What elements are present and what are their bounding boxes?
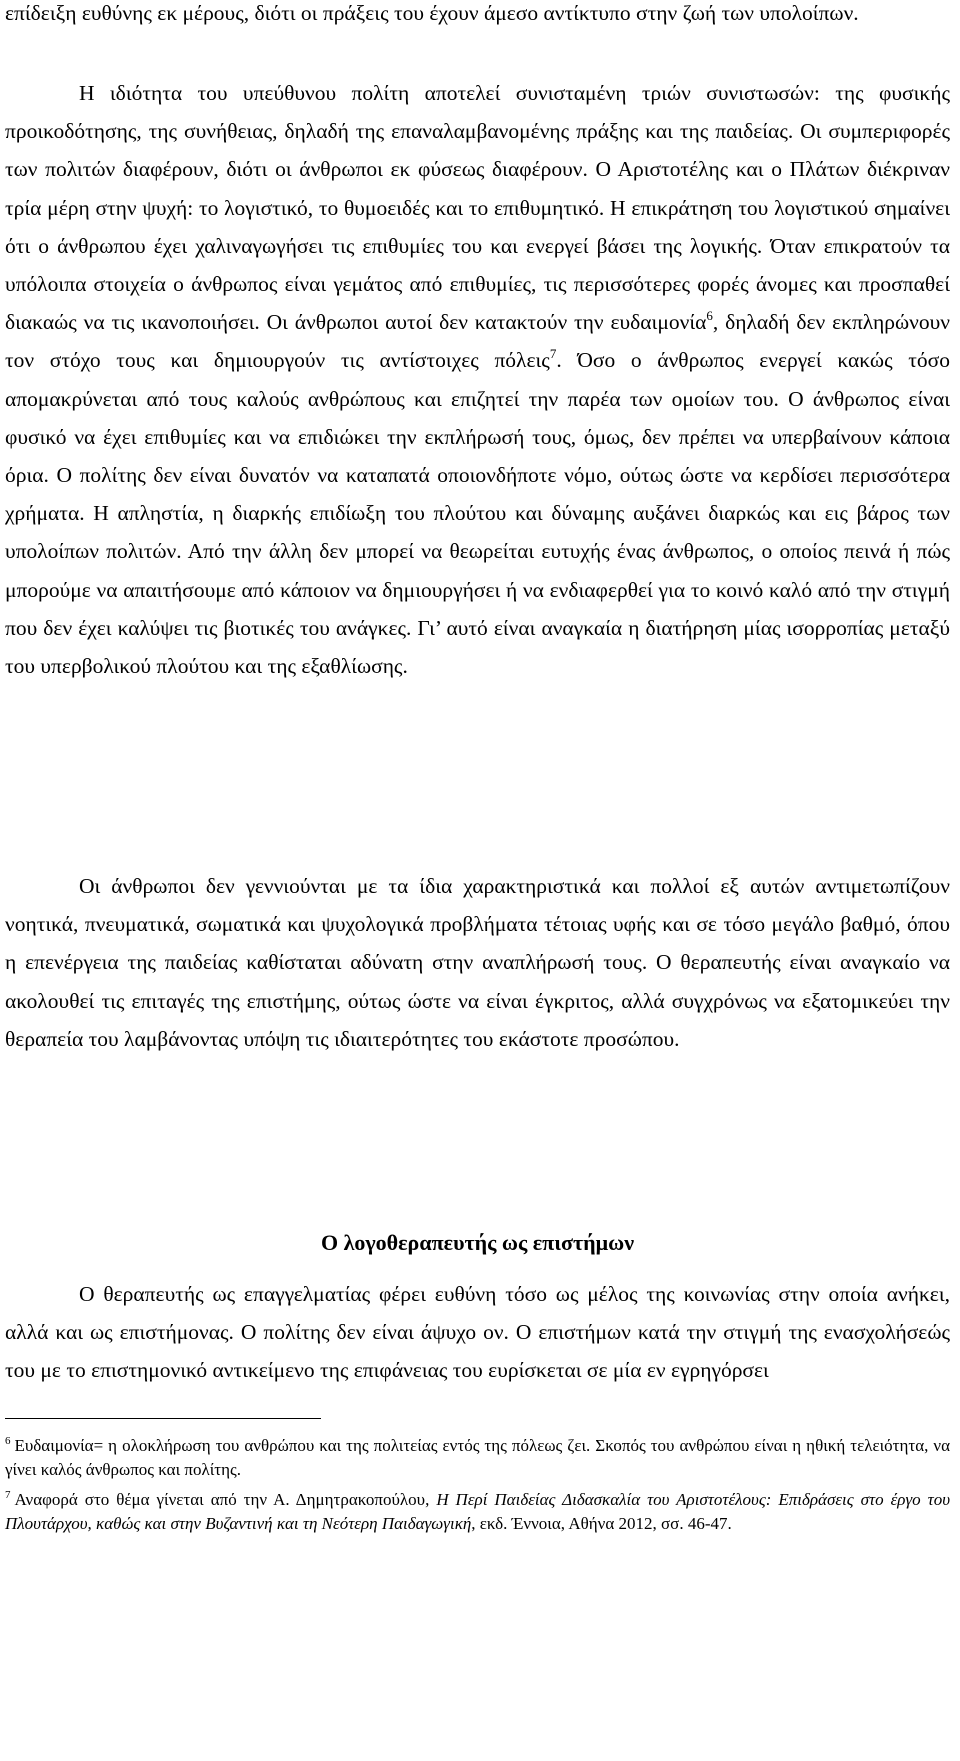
section-heading: Ο λογοθεραπευτής ως επιστήμων bbox=[320, 1230, 635, 1255]
footnote-7-book-title: Η Περί Παιδείας Διδασκαλία του Αριστοτέλους: Επιδράσεις στο έργο του Πλουτάρχου, καθώς και στην Βυζαντινή και τη Νεότερη Παιδαγωγική bbox=[5, 1490, 951, 1533]
paragraph-text-part-c: . Όσο ο άνθρωπος ενεργεί κακώς τόσο απομακρύνεται από τους καλούς ανθρώπους και επιζητεί την παρέα των ομοίων του. Ο άνθρωπος είναι φυσικό να έχει επιθυμίες και να επιδιώκει την εκπλήρωσή τους, όμως, δεν πρέπει να υπερβαίνουν κάποια όρια. Ο πολίτης δεν είναι δυνατόν να καταπατά οποιονδήποτε νόμο, ούτως ώστε να κερδίσει περισσότερα χρήματα. Η απληστία, η διαρκής επιδίωξη του πλούτου και δύναμης αυξάνει διαρκώς και εις βάρος των υπολοίπων πολιτών. Από την άλλη δεν μπορεί να θεωρείται ευτυχής ένας άνθρωπος, ο οποίος πεινά ή πώς μπορούμε να απαιτήσουμε από κάποιον να δημιουργήσει ή να ενδιαφερθεί για το κοινό καλό από την στιγμή που δεν έχει καλύψει τις βιοτικές του ανάγκες. Γι’ αυτό είναι αναγκαία η διατήρηση μίας ισορροπίας μεταξύ του υπερβολικού πλούτου και της εξαθλίωσης. bbox=[5, 348, 950, 679]
paragraph-responsible-citizen bbox=[5, 74, 950, 685]
paragraph-text-part-b: , δηλαδή δεν εκπληρώνουν τον στόχο τους και δημιουργούν τις αντίστοιχες πόλεις bbox=[5, 310, 950, 373]
paragraph-therapist-professional: Ο θεραπευτής ως επαγγελματίας φέρει ευθύνη τόσο ως μέλος της κοινωνίας στην οποία ανήκει, αλλά και ως επιστήμονας. Ο πολίτης δεν είναι άψυχο ον. Ο επιστήμων κατά την στιγμή της ενασχολήσεώς του με το επιστημονικό αντικείμενο της επιφάνειας του ευρίσκεται σε μία εν εγρηγόρσει bbox=[5, 1282, 950, 1383]
footnote-ref-7[interactable]: 7 bbox=[549, 346, 557, 362]
footnote-7-text-a: Αναφορά στο θέμα γίνεται από την Α. Δημητρακοπούλου, bbox=[14, 1490, 437, 1509]
footnote-separator bbox=[5, 1418, 321, 1419]
footnote-ref-6[interactable]: 6 bbox=[706, 308, 713, 324]
footnote-6-text: Ευδαιμονία= η ολοκλήρωση του ανθρώπου και της πολιτείας εντός της πόλεως ζει. Σκοπός του ανθρώπου είναι η ηθική τελειότητα, να γίνει καλός άνθρωπος και πολίτης. bbox=[5, 1436, 950, 1479]
paragraph-intro-continuation: επίδειξη ευθύνης εκ μέρους, διότι οι πράξεις του έχουν άμεσο αντίκτυπο στην ζωή των υπολοίπων. bbox=[5, 1, 859, 25]
footnote-mark-6: 6 bbox=[5, 1435, 11, 1447]
paragraph-text-part-a: Η ιδιότητα του υπεύθυνου πολίτη αποτελεί συνισταμένη τριών συνιστωσών: της φυσικής προικοδότησης, της συνήθειας, δηλαδή της επαναλαμβανομένης πράξης και της παιδείας. Οι συμπεριφορές των πολιτών διαφέρουν, διότι οι άνθρωποι εκ φύσεως διαφέρουν. Ο Αριστοτέλης και ο Πλάτων διέκριναν τρία μέρη στην ψυχή: το λογιστικό, το θυμοειδές και το επιθυμητικό. Η επικράτηση του λογιστικού σημαίνει ότι ο άνθρωπου έχει χαλιναγωγήσει τις επιθυμίες του και ενεργεί βάσει της λογικής. Όταν επικρατούν τα υπόλοιπα στοιχεία ο άνθρωπος είναι γεμάτος από επιθυμίες, τις περισσότερες φορές άνομες και προσπαθεί διακαώς να τις ικανοποιήσει. Οι άνθρωποι αυτοί δεν κατακτούν την ευδαιμονία bbox=[5, 81, 950, 335]
footnote-7 bbox=[5, 1488, 950, 1535]
footnote-7-text-b: , εκδ. Έννοια, Αθήνα 2012, σσ. 46-47. bbox=[471, 1513, 732, 1533]
paragraph-therapist-individualization: Οι άνθρωποι δεν γεννιούνται με τα ίδια χαρακτηριστικά και πολλοί εξ αυτών αντιμετωπίζουν νοητικά, πνευματικά, σωματικά και ψυχολογικά προβλήματα τέτοιας υφής και σε τόσο μεγάλο βαθμό, όπου η επενέργεια της παιδείας καθίσταται αδύνατη στην αναπλήρωσή τους. Ο θεραπευτής είναι αναγκαίο να ακολουθεί τις επιταγές της επιστήμης, ούτως ώστε να είναι έγκριτος, αλλά συγχρόνως να εξατομικεύει την θεραπεία του λαμβάνοντας υπόψη τις ιδιαιτερότητες του εκάστοτε προσώπου. bbox=[5, 874, 950, 1051]
footnote-6 bbox=[5, 1434, 950, 1481]
footnote-mark-7: 7 bbox=[5, 1489, 11, 1501]
